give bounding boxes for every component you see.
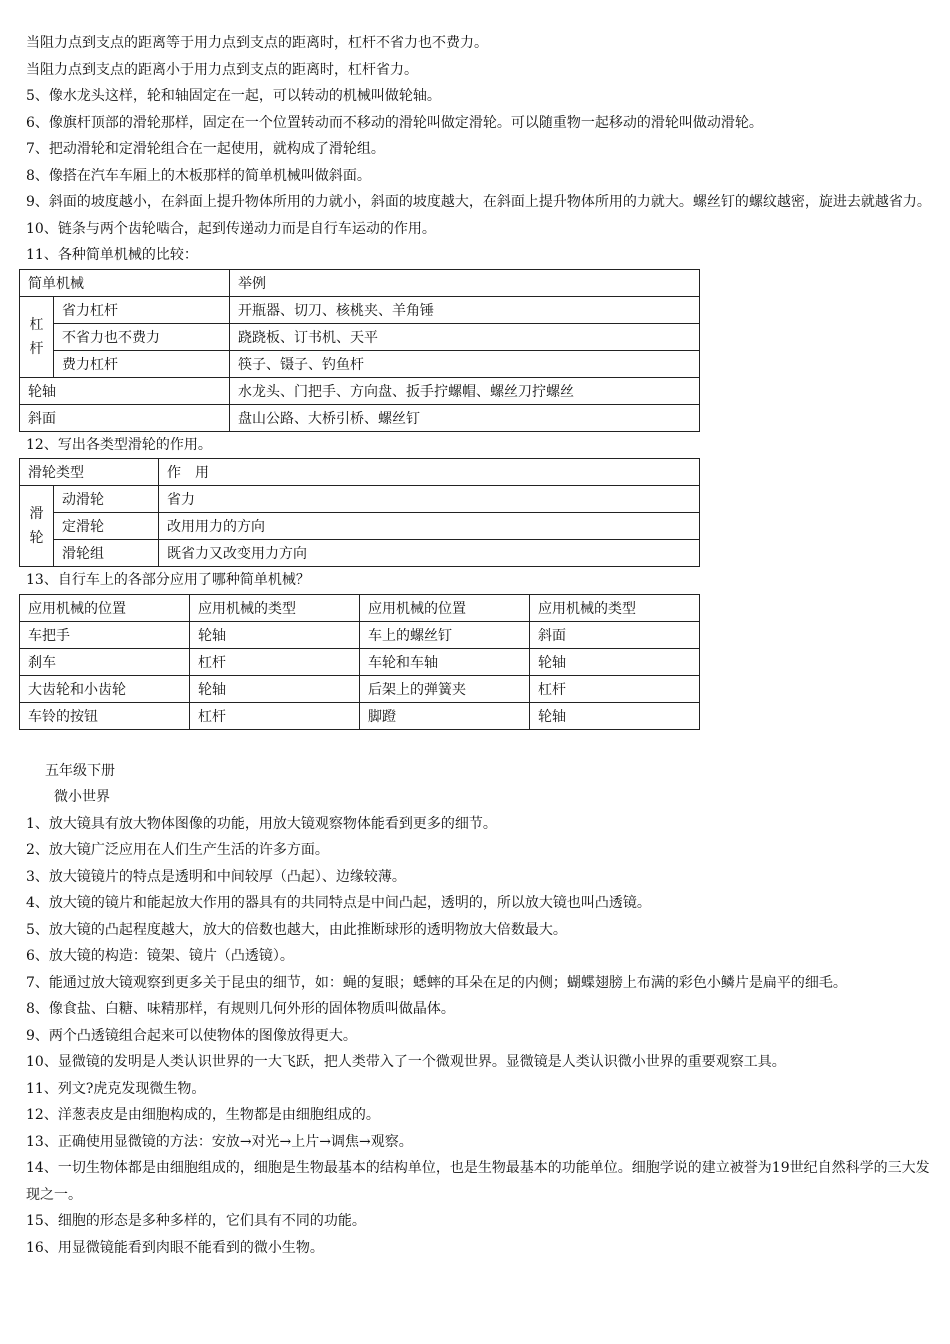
table-cell: 水龙头、门把手、方向盘、扳手拧螺帽、螺丝刀拧螺丝 xyxy=(230,377,700,404)
text-line: 6、放大镜的构造：镜架、镜片（凸透镜）。 xyxy=(26,948,294,964)
table-header-cell: 作 用 xyxy=(159,459,700,486)
grade-heading: 五年级下册 xyxy=(45,762,115,779)
table-header-cell: 应用机械的位置 xyxy=(20,594,190,621)
table-row xyxy=(20,377,700,404)
text-line: 5、放大镜的凸起程度越大，放大的倍数也越大，由此推断球形的透明物放大倍数最大。 xyxy=(26,921,567,938)
lever-group-label: 杠杆 xyxy=(20,296,54,377)
pulley-group-label: 滑轮 xyxy=(20,486,54,567)
text-line: 6、像旗杆顶部的滑轮那样，固定在一个位置转动而不移动的滑轮叫做定滑轮。可以随重物一起移动的滑轮叫做动滑轮。 xyxy=(26,114,763,131)
table-cell: 省力杠杆 xyxy=(54,296,230,323)
question-13: 13、自行车上的各部分应用了哪种简单机械？ xyxy=(26,572,310,588)
text-line: 11、列文?虎克发现微生物。 xyxy=(26,1080,206,1097)
text-line: 10、链条与两个齿轮啮合，起到传递动力而是自行车运动的作用。 xyxy=(26,220,436,237)
simple-machines-table xyxy=(19,269,700,432)
table-header-cell: 应用机械的位置 xyxy=(360,594,530,621)
table-header-cell: 应用机械的类型 xyxy=(530,594,700,621)
table-cell: 刹车 xyxy=(20,648,190,675)
question-12: 12、写出各类型滑轮的作用。 xyxy=(26,436,212,453)
text-line: 当阻力点到支点的距离等于用力点到支点的距离时，杠杆不省力也不费力。 xyxy=(26,35,488,51)
table-row xyxy=(20,296,700,323)
table-cell: 车上的螺丝钉 xyxy=(360,621,530,648)
bicycle-machines-table xyxy=(19,594,700,730)
table-row xyxy=(20,540,700,567)
table-cell: 杠杆 xyxy=(190,702,360,729)
table-cell: 斜面 xyxy=(20,404,230,431)
table-cell: 杠杆 xyxy=(190,648,360,675)
text-line: 10、显微镜的发明是人类认识世界的一大飞跃，把人类带入了一个微观世界。显微镜是人类认识微小世界的重要观察工具。 xyxy=(26,1054,786,1070)
table-cell: 费力杠杆 xyxy=(54,350,230,377)
table-row xyxy=(20,323,700,350)
table-cell: 不省力也不费力 xyxy=(54,323,230,350)
text-line: 8、像食盐、白糖、味精那样，有规则几何外形的固体物质叫做晶体。 xyxy=(26,1001,455,1017)
text-line: 1、放大镜具有放大物体图像的功能，用放大镜观察物体能看到更多的细节。 xyxy=(26,815,497,832)
table-cell: 车铃的按钮 xyxy=(20,702,190,729)
table-cell: 跷跷板、订书机、天平 xyxy=(230,323,700,350)
table-row xyxy=(20,648,700,675)
table-cell: 轮轴 xyxy=(20,377,230,404)
text-line: 12、洋葱表皮是由细胞构成的，生物都是由细胞组成的。 xyxy=(26,1107,380,1123)
text-paragraph: 9、斜面的坡度越小，在斜面上提升物体所用的力就小，斜面的坡度越大，在斜面上提升物体所用的力就大。螺丝钉的螺纹越密，旋进去就越省力。 xyxy=(26,194,931,210)
table-cell: 车把手 xyxy=(20,621,190,648)
table-cell: 脚蹬 xyxy=(360,702,530,729)
document-page xyxy=(26,30,931,1261)
table-cell: 轮轴 xyxy=(530,702,700,729)
table-cell: 筷子、镊子、钓鱼杆 xyxy=(230,350,700,377)
text-line: 4、放大镜的镜片和能起放大作用的器具有的共同特点是中间凸起，透明的，所以放大镜也叫凸透镜。 xyxy=(26,895,651,911)
text-line: 当阻力点到支点的距离小于用力点到支点的距离时，杠杆省力。 xyxy=(26,61,418,78)
table-header-cell: 应用机械的类型 xyxy=(190,594,360,621)
text-line: 7、把动滑轮和定滑轮组合在一起使用，就构成了滑轮组。 xyxy=(26,141,385,157)
table-row xyxy=(20,513,700,540)
table-cell: 后架上的弹簧夹 xyxy=(360,675,530,702)
text-line: 11、各种简单机械的比较： xyxy=(26,247,198,263)
table-header-cell: 举例 xyxy=(230,269,700,296)
table-header-cell: 滑轮类型 xyxy=(20,459,159,486)
table-cell: 动滑轮 xyxy=(54,486,159,513)
table-row xyxy=(20,702,700,729)
section-gap xyxy=(26,730,931,758)
table-cell: 省力 xyxy=(159,486,700,513)
table-cell: 滑轮组 xyxy=(54,540,159,567)
table-row xyxy=(20,486,700,513)
text-line: 2、放大镜广泛应用在人们生产生活的许多方面。 xyxy=(26,842,329,858)
text-line: 13、正确使用显微镜的方法：安放→对光→上片→调焦→观察。 xyxy=(26,1133,413,1150)
table-cell: 盘山公路、大桥引桥、螺丝钉 xyxy=(230,404,700,431)
text-line: 3、放大镜镜片的特点是透明和中间较厚（凸起）、边缘较薄。 xyxy=(26,868,406,885)
text-paragraph: 14、一切生物体都是由细胞组成的，细胞是生物最基本的结构单位，也是生物最基本的功能单位。细胞学说的建立被誉为19世纪自然科学的三大发现之一。 xyxy=(26,1160,930,1203)
pulley-table xyxy=(19,458,700,567)
table-cell: 轮轴 xyxy=(190,675,360,702)
table-cell: 大齿轮和小齿轮 xyxy=(20,675,190,702)
table-row xyxy=(20,404,700,431)
table-cell: 轮轴 xyxy=(190,621,360,648)
table-cell: 轮轴 xyxy=(530,648,700,675)
text-line: 16、用显微镜能看到肉眼不能看到的微小生物。 xyxy=(26,1239,324,1256)
table-header-row xyxy=(20,459,700,486)
table-header-row xyxy=(20,269,700,296)
table-cell: 杠杆 xyxy=(530,675,700,702)
table-row xyxy=(20,621,700,648)
unit-heading: 微小世界 xyxy=(54,789,110,805)
table-cell: 斜面 xyxy=(530,621,700,648)
table-cell: 既省力又改变用力方向 xyxy=(159,540,700,567)
text-line: 15、细胞的形态是多种多样的，它们具有不同的功能。 xyxy=(26,1213,366,1229)
text-line: 8、像搭在汽车车厢上的木板那样的简单机械叫做斜面。 xyxy=(26,167,371,184)
table-row xyxy=(20,675,700,702)
text-line: 9、两个凸透镜组合起来可以使物体的图像放得更大。 xyxy=(26,1027,357,1044)
table-cell: 开瓶器、切刀、核桃夹、羊角锤 xyxy=(230,296,700,323)
table-cell: 改用用力的方向 xyxy=(159,513,700,540)
table-header-row xyxy=(20,594,700,621)
table-row xyxy=(20,350,700,377)
table-header-cell: 简单机械 xyxy=(20,269,230,296)
table-cell: 定滑轮 xyxy=(54,513,159,540)
text-line: 5、像水龙头这样，轮和轴固定在一起，可以转动的机械叫做轮轴。 xyxy=(26,88,441,104)
table-cell: 车轮和车轴 xyxy=(360,648,530,675)
text-paragraph: 7、能通过放大镜观察到更多关于昆虫的细节，如：蝇的复眼；蟋蟀的耳朵在足的内侧；蝴蝶翅膀上布满的彩色小鳞片是扁平的细毛。 xyxy=(26,974,847,991)
